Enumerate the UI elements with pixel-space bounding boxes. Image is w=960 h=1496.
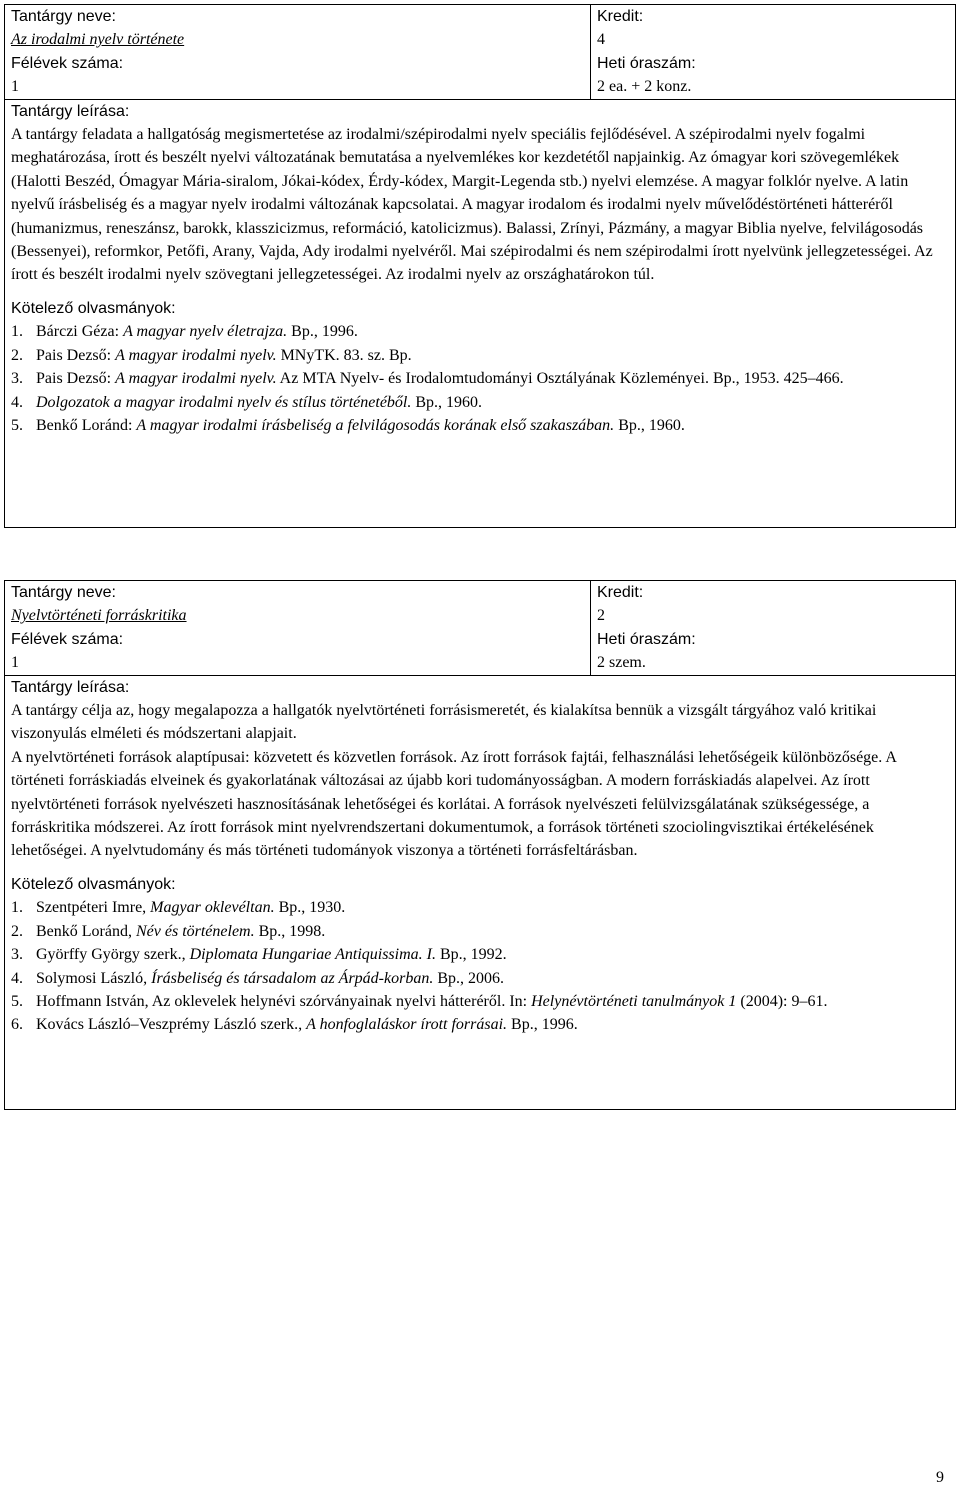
course-header-2	[5, 581, 955, 675]
reading-author: Szentpéteri Imre,	[36, 899, 151, 917]
semesters-label-1: Félévek száma:	[11, 54, 124, 72]
reading-number: 4.	[11, 393, 23, 411]
reading-author: Kovács László–Veszprémy László szerk.,	[36, 1016, 307, 1034]
reading-title: A magyar irodalmi írásbeliség a felvilágosodás korának első szakaszában.	[136, 416, 615, 434]
reading-item	[11, 990, 947, 1013]
reading-author: Pais Dezső:	[36, 370, 116, 388]
reading-number: 1.	[11, 323, 23, 341]
page-number: 9	[936, 1469, 944, 1486]
reading-number: 1.	[11, 899, 23, 917]
reading-title: Magyar oklevéltan.	[150, 899, 275, 917]
reading-item	[11, 367, 947, 390]
course-box-2	[4, 580, 956, 1110]
course-header-1	[5, 5, 955, 99]
reading-author: Benkő Loránd,	[36, 922, 136, 940]
reading-title: Dolgozatok a magyar irodalmi nyelv és stílus történetéből.	[36, 393, 412, 411]
reading-title: A magyar irodalmi nyelv.	[115, 346, 277, 364]
reading-publication: Bp., 1996.	[507, 1016, 578, 1034]
credit-value-2: 2	[597, 607, 605, 625]
reading-item	[11, 896, 947, 919]
reading-title: A honfoglaláskor írott forrásai.	[306, 1016, 508, 1034]
course-box-1	[4, 4, 956, 528]
reading-author: Solymosi László,	[36, 969, 152, 987]
course-header-right-1	[591, 5, 955, 99]
reading-number: 2.	[11, 346, 23, 364]
course-title-1: Az irodalmi nyelv története	[11, 31, 185, 49]
reading-number: 4.	[11, 969, 23, 987]
reading-item	[11, 344, 947, 367]
reading-item	[11, 1013, 947, 1036]
reading-publication: MNyTK. 83. sz. Bp.	[276, 346, 412, 364]
reading-item	[11, 391, 947, 414]
reading-number: 3.	[11, 370, 23, 388]
reading-publication: Bp., 1960.	[614, 416, 685, 434]
reading-publication: Az MTA Nyelv- és Irodalomtudományi Osztályának Közleményei. Bp., 1953. 425–466.	[276, 370, 844, 388]
reading-title: Diplomata Hungariae Antiquissima. I.	[189, 946, 436, 964]
course-header-left-1	[5, 5, 591, 99]
reading-list-2	[11, 896, 947, 1036]
reading-author: Benkő Loránd:	[36, 416, 137, 434]
reading-publication: Bp., 1996.	[287, 323, 358, 341]
course-title-2: Nyelvtörténeti forráskritika	[11, 607, 187, 625]
reading-title: A magyar nyelv életrajza.	[123, 323, 288, 341]
reading-item	[11, 414, 947, 437]
reading-number: 3.	[11, 946, 23, 964]
reading-title: Név és történelem.	[135, 922, 255, 940]
course-header-right-2	[591, 581, 955, 675]
reading-item	[11, 943, 947, 966]
reading-title: Írásbeliség és társadalom az Árpád-korban.	[151, 969, 434, 987]
description-paragraph: A tantárgy célja az, hogy megalapozza a hallgatók nyelvtörténeti forrásismeretét, és kialakítsa bennük a vizsgált tárgyához való kritikai viszonyulás elméleti és módszertani alapjait.	[11, 702, 877, 743]
credit-label-2: Kredit:	[597, 584, 644, 601]
course-body-1	[5, 99, 955, 438]
reading-item	[11, 920, 947, 943]
name-label-1: Tantárgy neve:	[11, 8, 116, 25]
reading-title: Helynévtörténeti tanulmányok 1	[531, 992, 737, 1010]
credit-label-1: Kredit:	[597, 8, 644, 25]
reading-label-1: Kötelező olvasmányok:	[11, 299, 176, 317]
course-body-2	[5, 675, 955, 1037]
reading-label-2: Kötelező olvasmányok:	[11, 875, 176, 893]
hours-value-2: 2 szem.	[597, 654, 646, 672]
description-paragraph: A nyelvtörténeti források alaptípusai: közvetett és közvetlen források. Az írott források fajtái, felhasználási lehetőségeik különbözősége. A történeti forráskiadás elveinek és gyakorlatának változásai az újabb kori tudományosságban. A modern forráskiadás alapelvei. Az írott nyelvtörténeti források nyelvészeti hasznosításának lehetőségei és korlátai. A források nyelvészeti felülvizsgálatának szükségessége, a forráskritika módszerei. Az írott források mint nyelvrendszertani dokumentumok, a források történeti szociolingvisztikai értékelésének lehetőségei. A nyelvtudomány és más történeti tudományok viszonya a történeti forrásfeltárásban.	[11, 748, 897, 860]
reading-publication: (2004): 9–61.	[736, 992, 828, 1010]
hours-value-1: 2 ea. + 2 konz.	[597, 78, 692, 96]
reading-title: A magyar irodalmi nyelv.	[115, 370, 277, 388]
semesters-value-2: 1	[11, 654, 19, 672]
reading-number: 6.	[11, 1016, 23, 1034]
reading-item	[11, 320, 947, 343]
reading-author: Bárczi Géza:	[36, 323, 124, 341]
reading-number: 5.	[11, 992, 23, 1010]
reading-publication: Bp., 1998.	[254, 922, 326, 940]
reading-item	[11, 967, 947, 990]
reading-author: Hoffmann István, Az oklevelek helynévi szórványainak nyelvi hátteréről. In:	[36, 992, 532, 1010]
reading-number: 2.	[11, 922, 23, 940]
course-description-1	[11, 123, 947, 287]
description-paragraph: A tantárgy feladata a hallgatóság megismertetése az irodalmi/szépirodalmi nyelv speciális fejlődésével. A szépirodalmi nyelv fogalmi meghatározása, írott és beszélt nyelvi változatának bemutatása a nyelvemlékes kor kezdetétől napjainkig. Az ómagyar kori szövegemlékek (Halotti Beszéd, Ómagyar Mária-siralom, Jókai-kódex, Érdy-kódex, Margit-Legenda stb.) nyelvi elemzése. A magyar folklór nyelve. A latin nyelvű írásbeliség és a magyar nyelv irodalmi változának kapcsolatai. A magyar irodalom és irodalmi nyelv művelődéstörténeti hátteréről (humanizmus, reneszánsz, barokk, klasszicizmus, reformáció, katolicizmus). Balassi, Zrínyi, Pázmány, a magyar Biblia nyelve, felvilágosodás (Bessenyei), reformkor, Petőfi, Arany, Vajda, Ady irodalmi nyelvéről. Mai szépirodalmi és nem szépirodalmi írott nyelvünk jellegzetességei. Az írott és beszélt irodalmi nyelv szövegtani jellegzetességei. Az irodalmi nyelv az országhatárokon túl.	[11, 126, 933, 284]
description-label-1: Tantárgy leírása:	[11, 102, 130, 120]
reading-publication: Bp., 2006.	[433, 969, 504, 987]
semesters-value-1: 1	[11, 78, 19, 96]
name-label-2: Tantárgy neve:	[11, 584, 116, 601]
reading-publication: Bp., 1960.	[411, 393, 483, 411]
reading-author: Pais Dezső:	[36, 346, 116, 364]
reading-publication: Bp., 1930.	[274, 899, 346, 917]
course-description-2	[11, 699, 947, 863]
reading-number: 5.	[11, 416, 23, 434]
credit-value-1: 4	[597, 31, 605, 49]
semesters-label-2: Félévek száma:	[11, 630, 124, 648]
description-label-2: Tantárgy leírása:	[11, 678, 130, 696]
reading-list-1	[11, 320, 947, 437]
hours-label-2: Heti óraszám:	[597, 630, 696, 648]
course-header-left-2	[5, 581, 591, 675]
reading-publication: Bp., 1992.	[435, 946, 507, 964]
hours-label-1: Heti óraszám:	[597, 54, 696, 72]
reading-author: Györffy György szerk.,	[36, 946, 190, 964]
